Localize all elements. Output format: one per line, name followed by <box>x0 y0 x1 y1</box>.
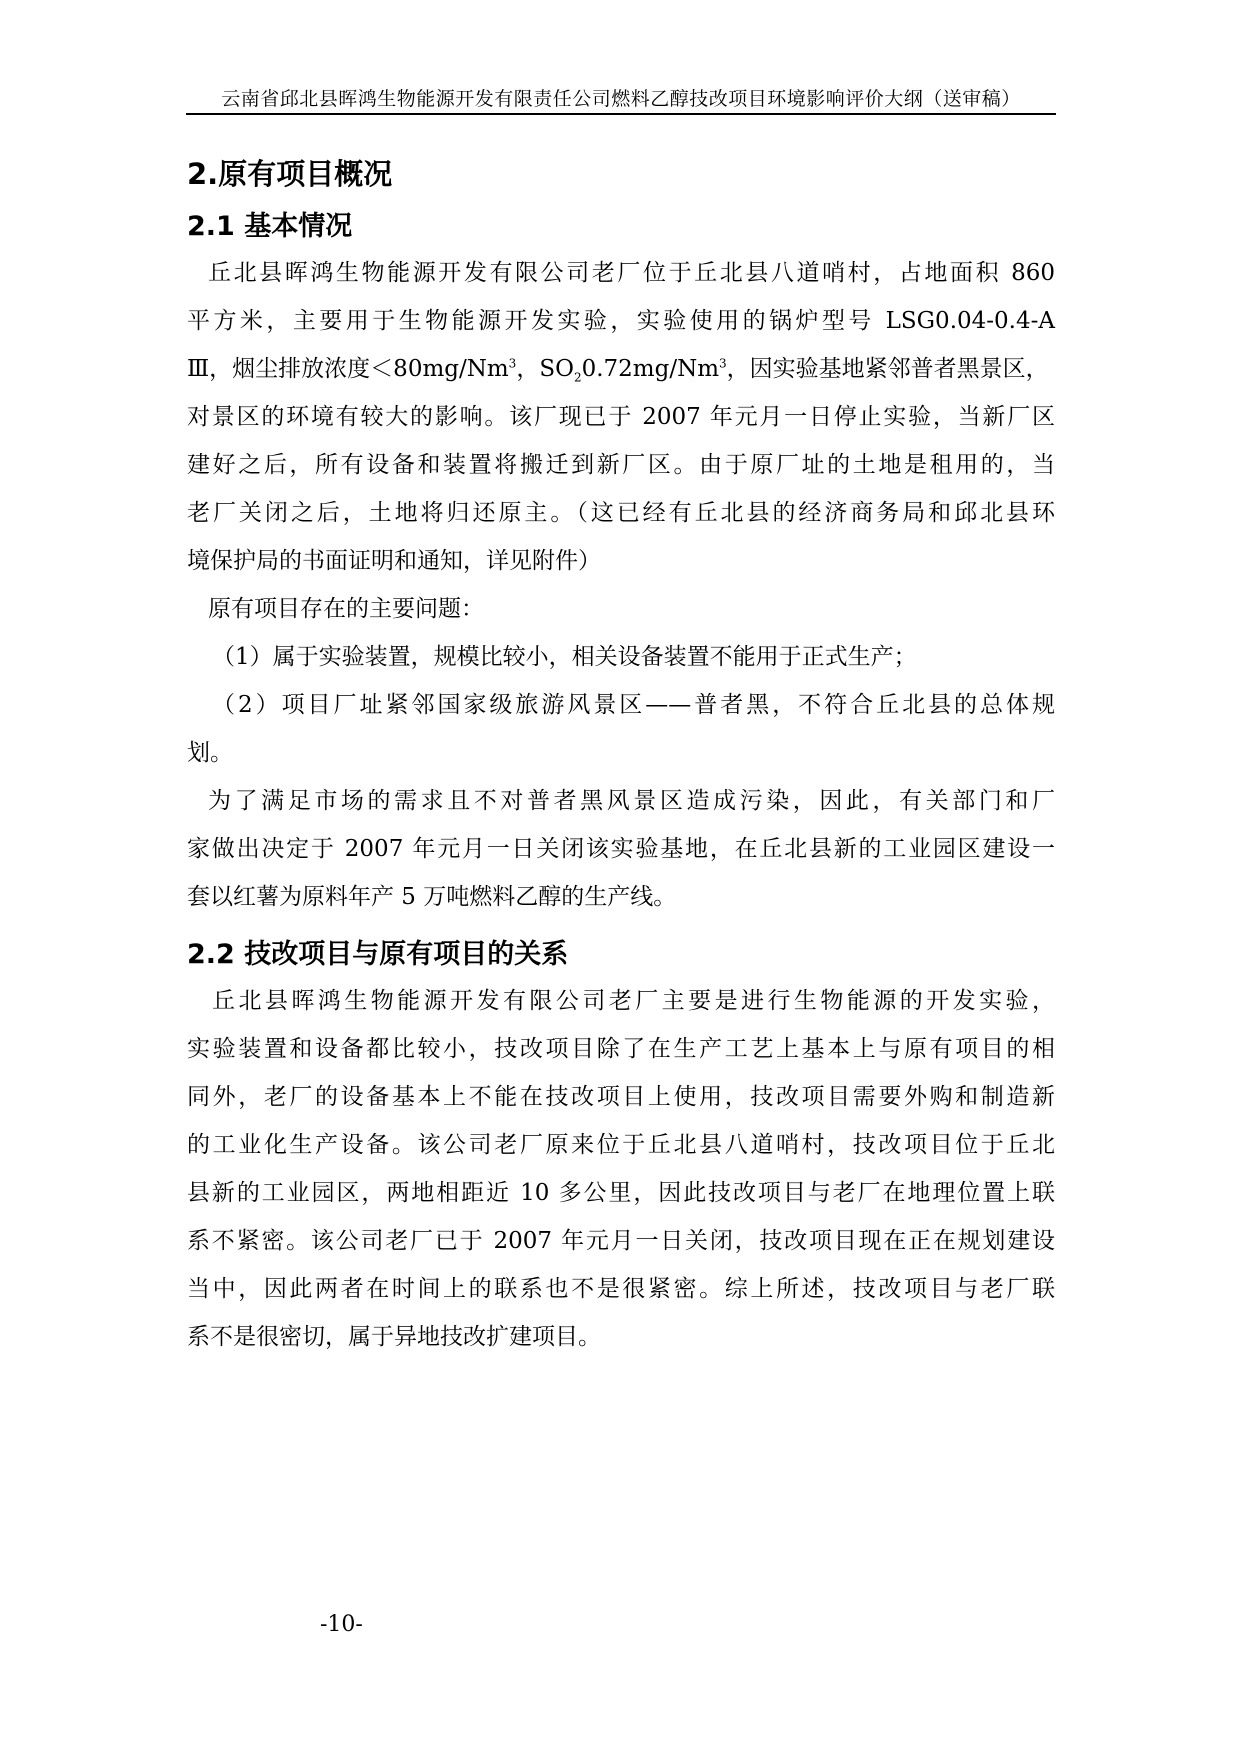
emission-text: Ⅲ，烟尘排放浓度＜80mg/Nm <box>187 356 509 382</box>
superscript: 3 <box>719 356 727 371</box>
problem-item-2: （2）项目厂址紧邻国家级旅游风景区——普者黑，不符合丘北县的总体规 <box>212 692 1055 718</box>
paragraph-line: 实验装置和设备都比较小，技改项目除了在生产工艺上基本上与原有项目的相 <box>187 1036 1055 1062</box>
emission-text: ，因实验基地紧邻普者黑景区， <box>726 356 1049 382</box>
page-number: -10- <box>320 1612 363 1637</box>
paragraph-line-emissions <box>187 354 1055 384</box>
subsection-heading-basic: 2.1 基本情况 <box>187 211 353 242</box>
problems-intro: 原有项目存在的主要问题： <box>208 596 484 622</box>
paragraph-line: 系不紧密。该公司老厂已于 2007 年元月一日关闭，技改项目现在正在规划建设 <box>187 1228 1055 1254</box>
paragraph-line: 平方米，主要用于生物能源开发实验，实验使用的锅炉型号 LSG0.04-0.4-A <box>187 308 1055 334</box>
paragraph-line: 建好之后，所有设备和装置将搬迁到新厂区。由于原厂址的土地是租用的，当 <box>187 452 1055 478</box>
emission-text: ，SO <box>516 356 574 382</box>
subsection-heading-relationship: 2.2 技改项目与原有项目的关系 <box>187 939 569 970</box>
problem-item-2-cont: 划。 <box>187 740 233 766</box>
paragraph-line: 当中，因此两者在时间上的联系也不是很紧密。综上所述，技改项目与老厂联 <box>187 1276 1055 1302</box>
superscript: 3 <box>508 356 517 371</box>
paragraph-line: 家做出决定于 2007 年元月一日关闭该实验基地，在丘北县新的工业园区建设一 <box>187 836 1055 862</box>
emission-text: 0.72mg/Nm <box>581 356 720 382</box>
section-heading: 2.原有项目概况 <box>187 157 393 191</box>
subscript: 2 <box>573 370 582 385</box>
paragraph-line: 套以红薯为原料年产 5 万吨燃料乙醇的生产线。 <box>187 884 677 910</box>
paragraph-line: 对景区的环境有较大的影响。该厂现已于 2007 年元月一日停止实验，当新厂区 <box>187 404 1055 430</box>
paragraph-line: 为了满足市场的需求且不对普者黑风景区造成污染，因此，有关部门和厂 <box>208 788 1055 814</box>
paragraph-line: 同外，老厂的设备基本上不能在技改项目上使用，技改项目需要外购和制造新 <box>187 1084 1055 1110</box>
paragraph-line: 县新的工业园区，两地相距近 10 多公里，因此技改项目与老厂在地理位置上联 <box>187 1180 1055 1206</box>
paragraph-line: 老厂关闭之后，土地将归还原主。（这已经有丘北县的经济商务局和邱北县环 <box>187 500 1055 526</box>
paragraph-line: 的工业化生产设备。该公司老厂原来位于丘北县八道哨村，技改项目位于丘北 <box>187 1132 1055 1158</box>
header-rule <box>186 113 1056 115</box>
problem-item-1: （1）属于实验装置，规模比较小，相关设备装置不能用于正式生产； <box>212 644 917 670</box>
paragraph-line: 丘北县晖鸿生物能源开发有限公司老厂位于丘北县八道哨村，占地面积 860 <box>208 260 1055 286</box>
paragraph-line: 丘北县晖鸿生物能源开发有限公司老厂主要是进行生物能源的开发实验， <box>212 988 1055 1014</box>
running-header: 云南省邱北县晖鸿生物能源开发有限责任公司燃料乙醇技改项目环境影响评价大纲（送审稿） <box>221 88 1021 110</box>
paragraph-line: 境保护局的书面证明和通知，详见附件） <box>187 548 601 574</box>
paragraph-line: 系不是很密切，属于异地技改扩建项目。 <box>187 1324 601 1350</box>
